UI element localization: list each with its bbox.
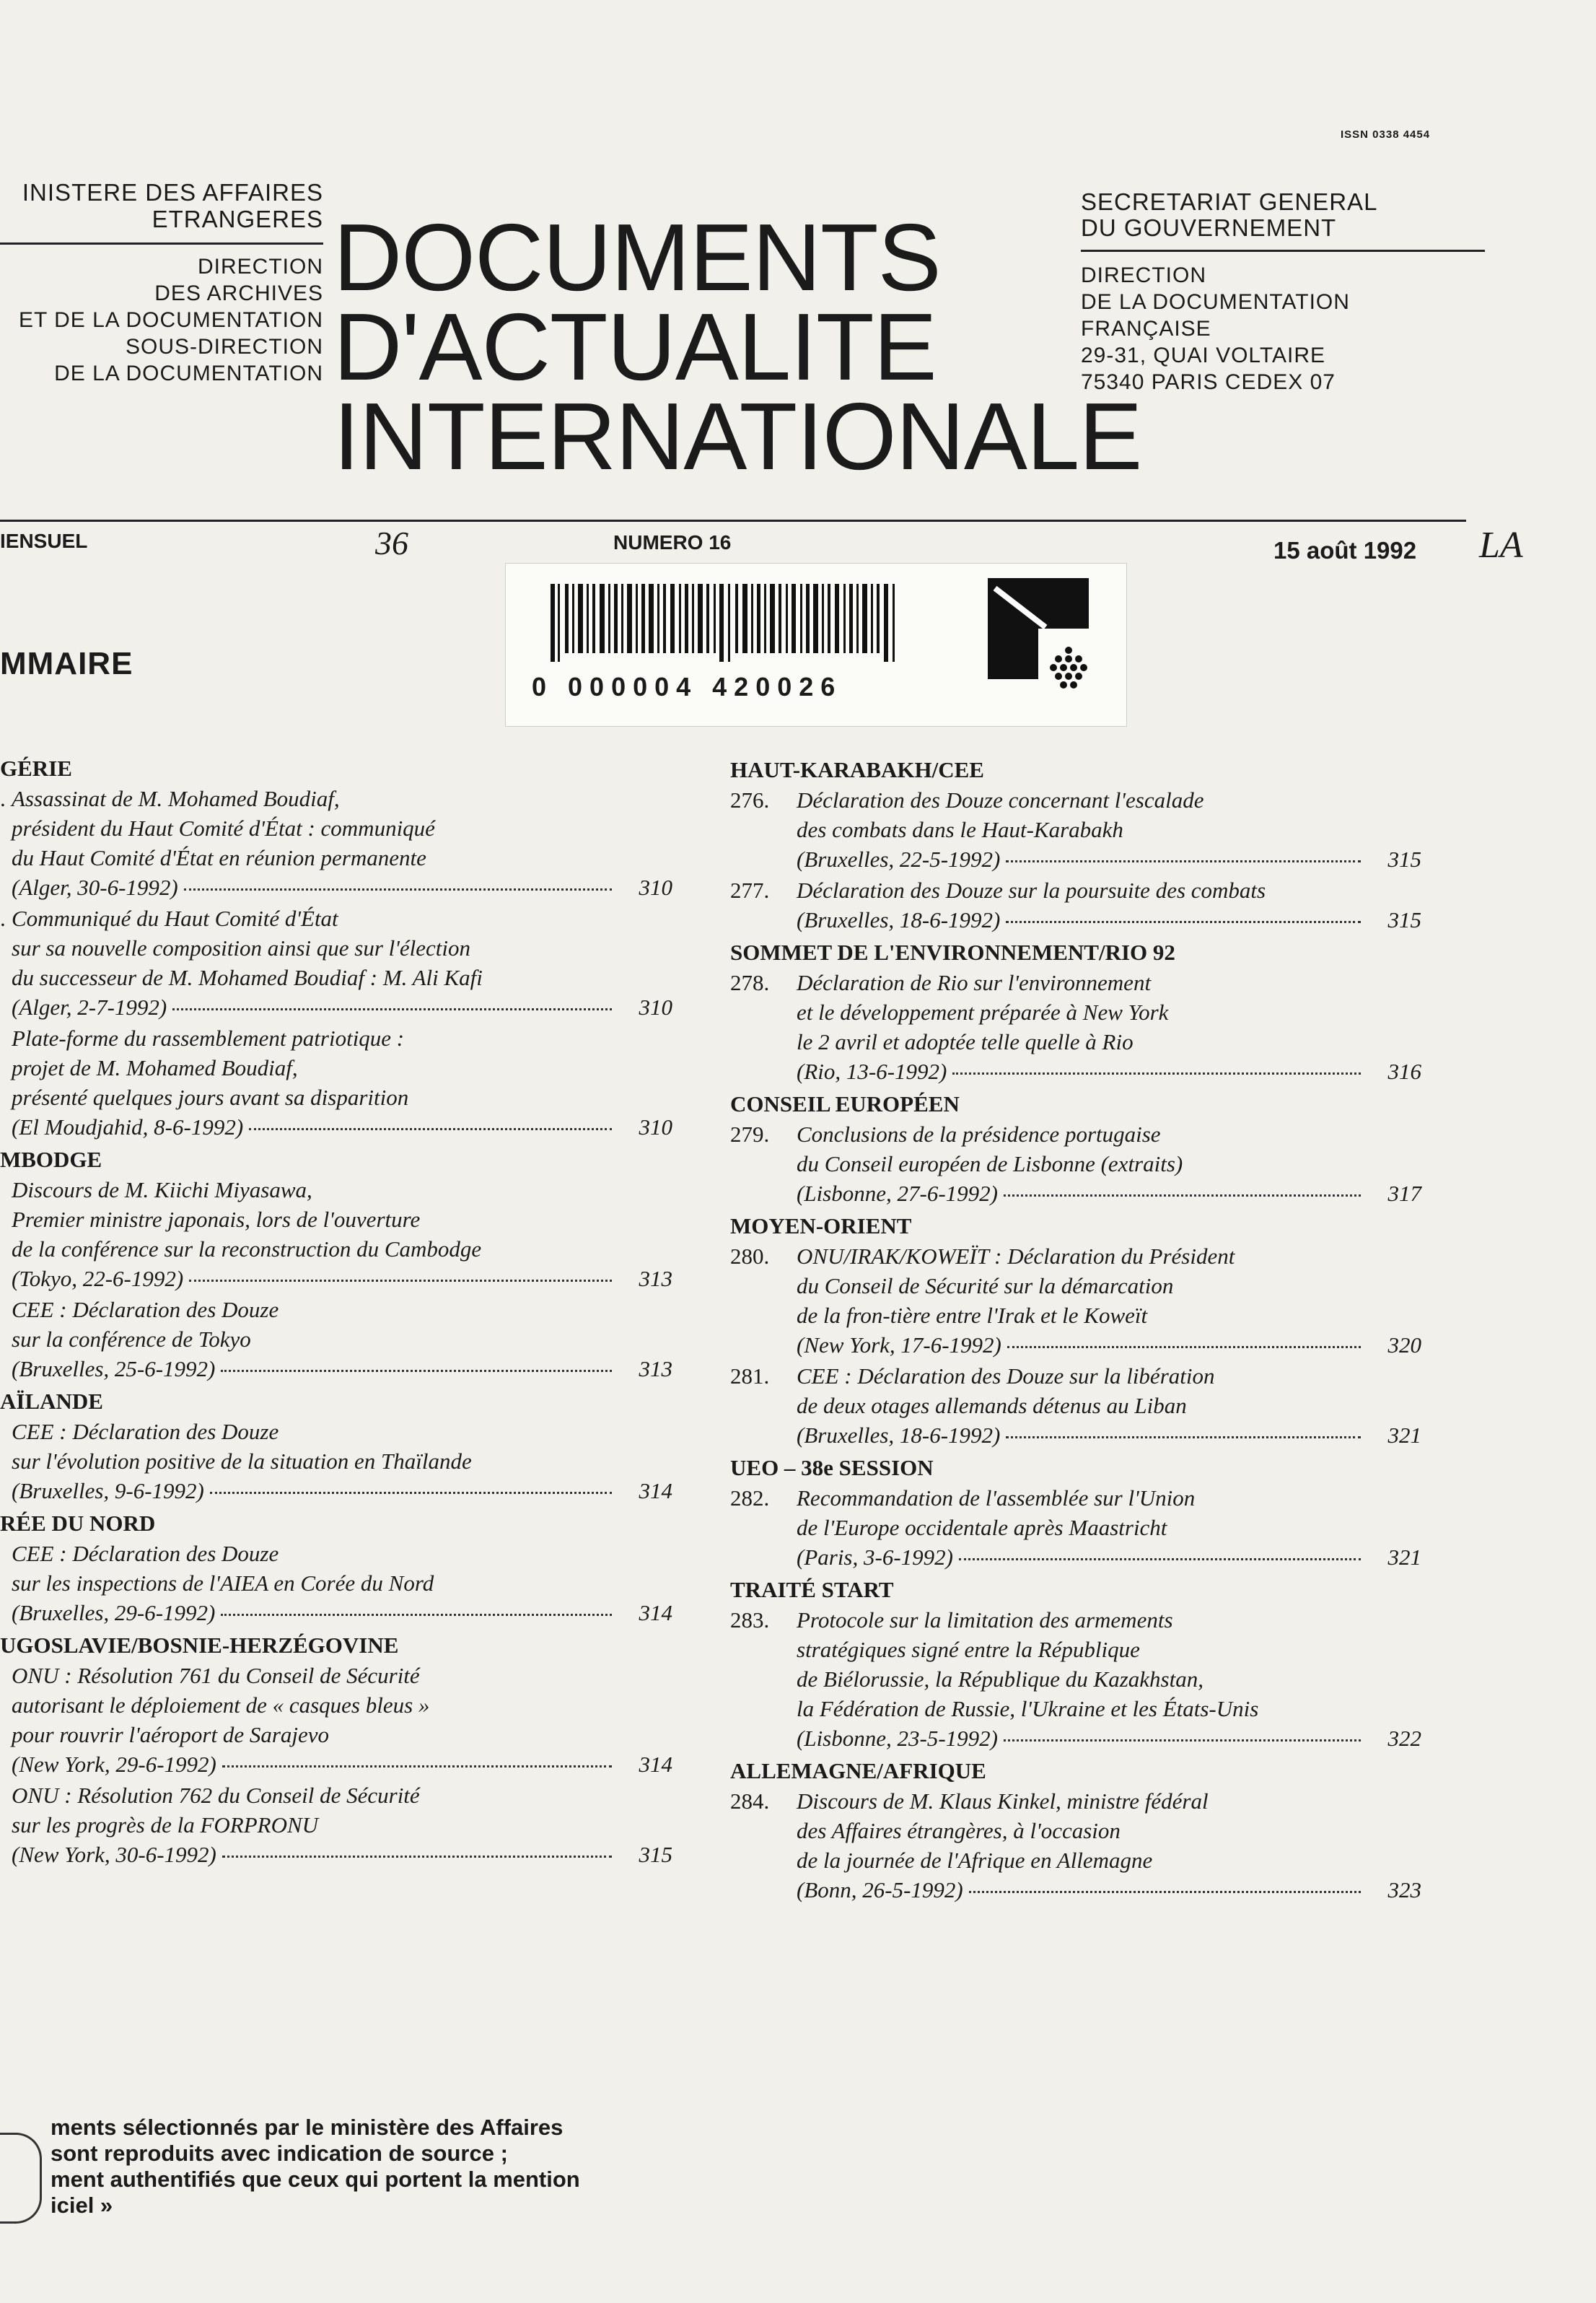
entry-line: Protocole sur la limitation des armements xyxy=(797,1607,1173,1633)
address-line: 29-31, QUAI VOLTAIRE xyxy=(1081,344,1325,367)
contents-right-column xyxy=(730,752,1421,1907)
entry-number: . xyxy=(0,786,6,811)
toc-entry[interactable] xyxy=(730,1786,1421,1905)
toc-section xyxy=(0,753,672,1142)
entry-line: CEE : Déclaration des Douze sur la libération xyxy=(797,1363,1215,1389)
entry-line: CEE : Déclaration des Douze xyxy=(12,1297,279,1322)
entry-source: (Bruxelles, 29-6-1992) xyxy=(12,1600,216,1625)
toc-section xyxy=(730,938,1421,1086)
title-line: D'ACTUALITE xyxy=(333,294,937,400)
entry-source: (Tokyo, 22-6-1992) xyxy=(12,1266,184,1291)
entry-source-line xyxy=(12,1354,672,1384)
entry-number xyxy=(0,1539,12,1627)
toc-section xyxy=(730,1211,1421,1450)
entry-line: sur l'évolution positive de la situation en Thaïlande xyxy=(12,1448,472,1474)
toc-section xyxy=(730,755,1421,935)
direction-line: SOUS-DIRECTION xyxy=(125,335,323,359)
entry-source: (Lisbonne, 23-5-1992) xyxy=(797,1726,998,1751)
entry-line: président du Haut Comité d'État : communiqué xyxy=(12,816,435,841)
entry-source: (El Moudjahid, 8-6-1992) xyxy=(12,1114,244,1140)
entry-line: ONU : Résolution 761 du Conseil de Sécurité xyxy=(12,1663,420,1688)
section-heading: UGOSLAVIE/BOSNIE-HERZÉGOVINE xyxy=(0,1633,399,1658)
entry-source-line xyxy=(797,1179,1421,1208)
section-heading: MBODGE xyxy=(0,1147,102,1172)
entry-page: 316 xyxy=(1387,1059,1421,1084)
ministry-line: ETRANGERES xyxy=(152,206,323,232)
toc-entry[interactable] xyxy=(730,1483,1421,1572)
entry-source-line xyxy=(12,992,672,1022)
entry-body xyxy=(12,1417,672,1506)
entry-body xyxy=(797,1361,1421,1450)
entry-line: sur les inspections de l'AIEA en Corée du Nord xyxy=(12,1570,434,1596)
toc-section xyxy=(0,1145,672,1384)
section-heading: SOMMET DE L'ENVIRONNEMENT/RIO 92 xyxy=(730,940,1175,965)
contents-left-column xyxy=(0,751,672,1872)
entry-number xyxy=(0,1780,12,1869)
entry-body xyxy=(797,1241,1421,1360)
toc-entry[interactable] xyxy=(0,1539,672,1627)
entry-page: 321 xyxy=(1387,1423,1421,1448)
toc-section xyxy=(730,1575,1421,1753)
entry-page: 310 xyxy=(639,995,672,1020)
entry-page: 310 xyxy=(639,875,672,900)
entry-source-line xyxy=(797,1875,1421,1905)
barcode-sticker xyxy=(505,563,1127,727)
entry-line: de la conférence sur la reconstruction du Cambodge xyxy=(12,1236,482,1262)
entry-body xyxy=(12,1780,672,1869)
entry-line: de la journée de l'Afrique en Allemagne xyxy=(797,1848,1153,1873)
entry-source: (New York, 17-6-1992) xyxy=(797,1332,1001,1358)
entry-body xyxy=(12,904,672,1022)
entry-number: 277. xyxy=(730,878,770,903)
ministry-line: INISTERE DES AFFAIRES xyxy=(22,179,323,206)
entry-body xyxy=(797,1483,1421,1572)
entry-line: autorisant le déploiement de « casques bleus » xyxy=(12,1692,430,1718)
entry-page: 314 xyxy=(639,1478,672,1503)
footer-notice xyxy=(51,2115,580,2219)
entry-line: pour rouvrir l'aéroport de Sarajevo xyxy=(12,1722,330,1747)
entry-source-line xyxy=(12,1840,672,1869)
leader-dots xyxy=(222,1765,612,1767)
entry-body xyxy=(797,968,1421,1086)
entry-line: et le développement préparée à New York xyxy=(797,1000,1169,1025)
direction-line: DES ARCHIVES xyxy=(154,281,323,305)
toc-entry[interactable] xyxy=(730,1119,1421,1208)
entry-line: stratégiques signé entre la République xyxy=(797,1637,1140,1662)
entry-page: 315 xyxy=(639,1842,672,1867)
secretariat-name xyxy=(1081,189,1485,241)
issue-date: 15 août 1992 xyxy=(1273,537,1417,564)
entry-line: Plate-forme du rassemblement patriotique : xyxy=(12,1026,405,1051)
entry-source-line xyxy=(797,1542,1421,1572)
leader-dots xyxy=(210,1492,612,1494)
entry-body xyxy=(797,1605,1421,1753)
entry-body xyxy=(797,1119,1421,1208)
entry-number: 278. xyxy=(730,970,770,995)
leader-dots xyxy=(1006,860,1361,862)
entry-source: (Bruxelles, 18-6-1992) xyxy=(797,907,1001,932)
entry-line: du Conseil européen de Lisbonne (extraits) xyxy=(797,1151,1183,1176)
entry-source: (Paris, 3-6-1992) xyxy=(797,1544,953,1570)
entry-page: 322 xyxy=(1387,1726,1421,1751)
leader-dots xyxy=(1004,1194,1361,1197)
entry-body xyxy=(12,1295,672,1384)
address-line: FRANÇAISE xyxy=(1081,317,1211,341)
entry-source: (New York, 29-6-1992) xyxy=(12,1752,216,1777)
sommaire-heading: MMAIRE xyxy=(0,646,133,681)
frequency-label: IENSUEL xyxy=(0,530,88,552)
entry-number: . xyxy=(0,906,6,931)
entry-line: ONU : Résolution 762 du Conseil de Sécurité xyxy=(12,1783,420,1808)
leader-dots xyxy=(1004,1739,1361,1742)
toc-section xyxy=(0,1386,672,1506)
entry-source: (New York, 30-6-1992) xyxy=(12,1842,216,1867)
entry-line: sur sa nouvelle composition ainsi que sur l'élection xyxy=(12,935,471,961)
entry-source-line xyxy=(797,1057,1421,1086)
toc-entry[interactable] xyxy=(730,1605,1421,1753)
entry-page: 313 xyxy=(639,1266,672,1291)
toc-entry[interactable] xyxy=(730,968,1421,1086)
entry-number: 282. xyxy=(730,1485,770,1511)
entry-page: 314 xyxy=(639,1600,672,1625)
leader-dots xyxy=(1006,1436,1361,1438)
entry-number xyxy=(0,1661,12,1779)
footer-line: sont reproduits avec indication de source ; xyxy=(51,2141,508,2166)
entry-line: la Fédération de Russie, l'Ukraine et les États-Unis xyxy=(797,1696,1259,1721)
publication-title xyxy=(333,204,1142,489)
entry-line: Recommandation de l'assemblée sur l'Union xyxy=(797,1485,1196,1511)
toc-entry[interactable] xyxy=(0,1295,672,1384)
leader-dots xyxy=(172,1008,612,1010)
header-rule xyxy=(0,520,1466,522)
entry-line: CEE : Déclaration des Douze xyxy=(12,1419,279,1444)
leader-dots xyxy=(1007,1346,1361,1348)
entry-line: de la fron-tière entre l'Irak et le Koweït xyxy=(797,1303,1148,1328)
entry-source-line xyxy=(797,905,1421,935)
leader-dots xyxy=(969,1891,1361,1893)
entry-source: (Bonn, 26-5-1992) xyxy=(797,1877,963,1902)
entry-body xyxy=(12,784,672,902)
entry-body xyxy=(12,1539,672,1627)
leader-dots xyxy=(249,1128,612,1130)
issn: ISSN 0338 4454 xyxy=(1341,128,1431,141)
entry-page: 320 xyxy=(1387,1332,1421,1358)
entry-line: projet de M. Mohamed Boudiaf, xyxy=(12,1055,298,1080)
entry-number xyxy=(0,1175,12,1293)
entry-line: CEE : Déclaration des Douze xyxy=(12,1541,279,1566)
toc-entry[interactable] xyxy=(730,785,1421,874)
direction-line: DE LA DOCUMENTATION xyxy=(54,362,323,385)
leader-dots xyxy=(221,1614,612,1616)
entry-source: (Alger, 30-6-1992) xyxy=(12,875,178,900)
entry-source: (Bruxelles, 22-5-1992) xyxy=(797,847,1001,872)
barcode-digits: 0 000004 420026 xyxy=(532,672,843,702)
entry-page: 315 xyxy=(1387,847,1421,872)
toc-section xyxy=(0,1630,672,1869)
issue-number: NUMERO 16 xyxy=(613,531,732,554)
entry-line: Discours de M. Kiichi Miyasawa, xyxy=(12,1177,312,1202)
toc-entry[interactable] xyxy=(0,904,672,1022)
entry-page: 310 xyxy=(639,1114,672,1140)
entry-line: de deux otages allemands détenus au Liban xyxy=(797,1393,1187,1418)
entry-number xyxy=(0,1023,12,1142)
leader-dots xyxy=(221,1370,612,1372)
entry-line: Conclusions de la présidence portugaise xyxy=(797,1122,1161,1147)
toc-entry[interactable] xyxy=(730,875,1421,935)
address-line: DIRECTION xyxy=(1081,263,1206,287)
entry-line: des Affaires étrangères, à l'occasion xyxy=(797,1818,1121,1843)
toc-section xyxy=(730,1089,1421,1208)
entry-source-line xyxy=(12,1749,672,1779)
entry-body xyxy=(12,1175,672,1293)
footer-line: iciel » xyxy=(51,2193,113,2218)
entry-source-line xyxy=(12,873,672,902)
leader-dots xyxy=(959,1558,1361,1560)
leader-dots xyxy=(1006,921,1361,923)
entry-page: 315 xyxy=(1387,907,1421,932)
toc-entry[interactable] xyxy=(0,1417,672,1506)
handwritten-initials: LA xyxy=(1479,525,1523,566)
toc-entry[interactable] xyxy=(0,1780,672,1869)
leader-dots xyxy=(952,1072,1361,1075)
entry-line: sur la conférence de Tokyo xyxy=(12,1327,251,1352)
section-heading: GÉRIE xyxy=(0,756,72,781)
ministry-name xyxy=(0,179,323,232)
entry-body xyxy=(797,875,1421,935)
entry-number xyxy=(0,1295,12,1384)
barcode-icon xyxy=(551,584,926,662)
entry-page: 321 xyxy=(1387,1544,1421,1570)
toc-entry[interactable] xyxy=(0,1023,672,1142)
toc-entry[interactable] xyxy=(0,1661,672,1779)
toc-entry[interactable] xyxy=(0,784,672,902)
entry-line: du Haut Comité d'État en réunion permanente xyxy=(12,845,426,870)
title-line: INTERNATIONALE xyxy=(333,383,1142,489)
entry-page: 313 xyxy=(639,1356,672,1381)
entry-source-line xyxy=(797,1723,1421,1753)
toc-entry[interactable] xyxy=(730,1241,1421,1360)
entry-page: 323 xyxy=(1387,1877,1421,1902)
entry-line: Déclaration des Douze concernant l'escalade xyxy=(797,787,1204,813)
section-heading: MOYEN-ORIENT xyxy=(730,1213,912,1238)
entry-line: Premier ministre japonais, lors de l'ouverture xyxy=(12,1207,421,1232)
direction-line: DIRECTION xyxy=(198,255,323,279)
toc-section xyxy=(730,1453,1421,1572)
entry-line: de Biélorussie, la République du Kazakhstan, xyxy=(797,1666,1203,1692)
entry-line: Communiqué du Haut Comité d'État xyxy=(12,906,338,931)
entry-source: (Bruxelles, 9-6-1992) xyxy=(12,1478,204,1503)
entry-source: (Lisbonne, 27-6-1992) xyxy=(797,1181,998,1206)
entry-page: 317 xyxy=(1387,1181,1421,1206)
entry-line: le 2 avril et adoptée telle quelle à Rio xyxy=(797,1029,1134,1054)
entry-source-line xyxy=(12,1264,672,1293)
section-heading: CONSEIL EUROPÉEN xyxy=(730,1091,960,1116)
toc-entry[interactable] xyxy=(0,1175,672,1293)
entry-line: présenté quelques jours avant sa disparition xyxy=(12,1085,409,1110)
entry-line: Assassinat de M. Mohamed Boudiaf, xyxy=(12,786,340,811)
entry-number: 276. xyxy=(730,787,770,813)
footer-line: ment authentifiés que ceux qui portent la mention xyxy=(51,2167,580,2192)
secretariat-line: SECRETARIAT GENERAL xyxy=(1081,188,1378,215)
toc-section xyxy=(730,1756,1421,1905)
entry-number xyxy=(0,1417,12,1506)
left-publisher-block xyxy=(0,179,323,387)
entry-source-line xyxy=(12,1112,672,1142)
entry-source-line xyxy=(797,844,1421,874)
right-publisher-block xyxy=(1081,189,1485,396)
entry-source-line xyxy=(12,1476,672,1506)
entry-line: du successeur de M. Mohamed Boudiaf : M. Ali Kafi xyxy=(12,965,483,990)
binding-hole-mark xyxy=(0,2133,42,2224)
entry-body xyxy=(12,1661,672,1779)
title-line: DOCUMENTS xyxy=(333,204,941,310)
entry-source-line xyxy=(797,1330,1421,1360)
entry-number: 284. xyxy=(730,1788,770,1814)
documentation-direction xyxy=(1081,250,1485,396)
entry-line: Déclaration des Douze sur la poursuite des combats xyxy=(797,878,1266,903)
handwritten-number: 36 xyxy=(375,525,408,561)
entry-body xyxy=(797,1786,1421,1905)
entry-body xyxy=(797,785,1421,874)
leader-dots xyxy=(184,888,612,891)
entry-line: de l'Europe occidentale après Maastricht xyxy=(797,1515,1167,1540)
entry-number: 279. xyxy=(730,1122,770,1147)
section-heading: RÉE DU NORD xyxy=(0,1511,156,1536)
section-heading: UEO – 38e SESSION xyxy=(730,1455,934,1480)
direction-line: ET DE LA DOCUMENTATION xyxy=(18,308,323,332)
archives-direction xyxy=(0,242,323,387)
entry-number: 280. xyxy=(730,1244,770,1269)
entry-page: 314 xyxy=(639,1752,672,1777)
section-heading: AÏLANDE xyxy=(0,1389,103,1414)
entry-line: sur les progrès de la FORPRONU xyxy=(12,1812,319,1837)
entry-body xyxy=(12,1023,672,1142)
entry-number: 283. xyxy=(730,1607,770,1633)
leader-dots xyxy=(222,1856,612,1858)
address-line: DE LA DOCUMENTATION xyxy=(1081,290,1350,314)
section-heading: ALLEMAGNE/AFRIQUE xyxy=(730,1758,986,1783)
entry-line: ONU/IRAK/KOWEÏT : Déclaration du Président xyxy=(797,1244,1235,1269)
leader-dots xyxy=(189,1280,612,1282)
entry-source: (Bruxelles, 25-6-1992) xyxy=(12,1356,216,1381)
entry-number: 281. xyxy=(730,1363,770,1389)
section-heading: TRAITÉ START xyxy=(730,1577,894,1602)
entry-line: Déclaration de Rio sur l'environnement xyxy=(797,970,1152,995)
entry-source-line xyxy=(12,1598,672,1627)
secretariat-line: DU GOUVERNEMENT xyxy=(1081,214,1337,241)
address-line: 75340 PARIS CEDEX 07 xyxy=(1081,370,1336,394)
footer-line: ments sélectionnés par le ministère des Affaires xyxy=(51,2115,564,2140)
entry-source: (Rio, 13-6-1992) xyxy=(797,1059,947,1084)
entry-source: (Bruxelles, 18-6-1992) xyxy=(797,1423,1001,1448)
entry-source: (Alger, 2-7-1992) xyxy=(12,995,167,1020)
toc-entry[interactable] xyxy=(730,1361,1421,1450)
entry-line: du Conseil de Sécurité sur la démarcation xyxy=(797,1273,1174,1298)
entry-line: Discours de M. Klaus Kinkel, ministre fédéral xyxy=(797,1788,1209,1814)
toc-section xyxy=(0,1508,672,1627)
entry-line: des combats dans le Haut-Karabakh xyxy=(797,817,1123,842)
entry-source-line xyxy=(797,1420,1421,1450)
section-heading: HAUT-KARABAKH/CEE xyxy=(730,757,984,782)
documentation-logo-icon xyxy=(988,578,1089,694)
